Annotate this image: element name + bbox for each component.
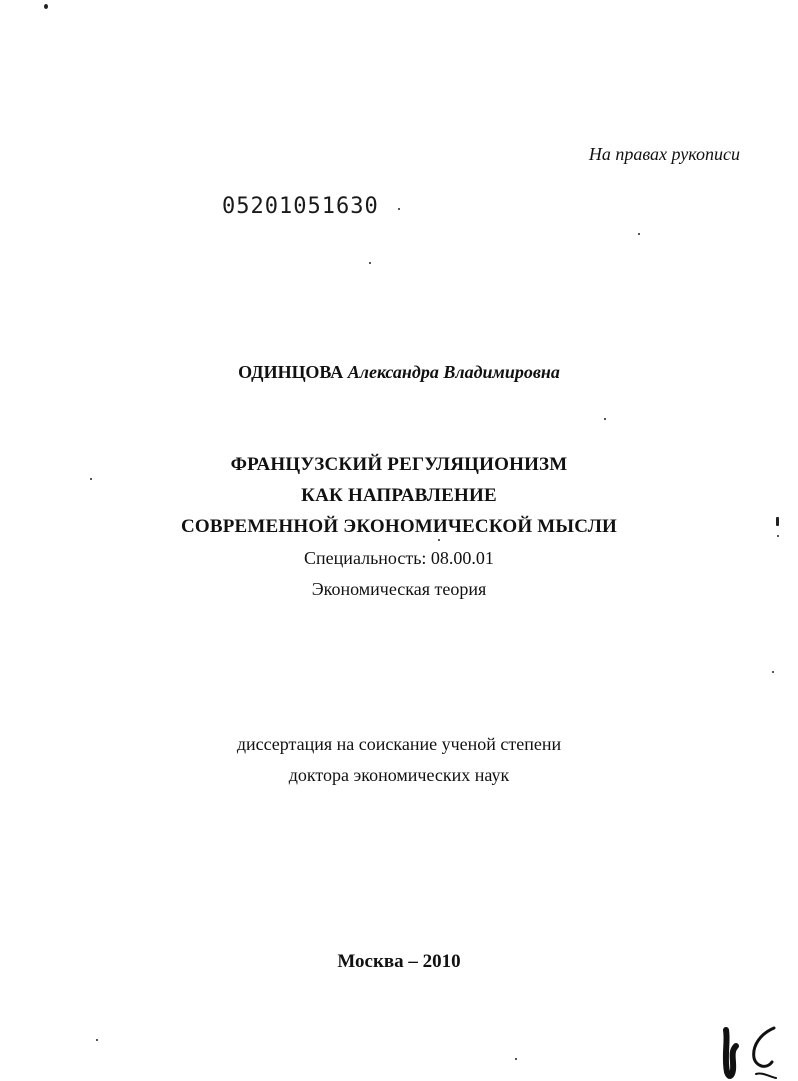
title-line-3: СОВРЕМЕННОЙ ЭКОНОМИЧЕСКОЙ МЫСЛИ (180, 516, 618, 537)
title-line-2: КАК НАПРАВЛЕНИЕ (301, 485, 497, 506)
scan-speck (776, 517, 779, 526)
scan-speck (638, 233, 640, 235)
scan-speck (398, 208, 400, 210)
scan-speck (369, 262, 371, 264)
scan-speck (604, 418, 606, 420)
scan-speck (772, 671, 774, 673)
scan-speck (96, 1039, 98, 1041)
manuscript-note: На правах рукописи (588, 144, 740, 164)
scan-speck (515, 1058, 517, 1060)
title-line-1: ФРАНЦУЗСКИЙ РЕГУЛЯЦИОНИЗМ (230, 454, 568, 475)
archive-number: 05201051630 (222, 194, 379, 219)
scan-speck (438, 539, 440, 541)
scan-speck (90, 478, 92, 480)
signature-mark (716, 1022, 786, 1081)
degree-line-1: диссертация на соискание ученой степени (236, 734, 562, 754)
scan-speck (44, 4, 48, 9)
author-name (0, 362, 798, 383)
specialty-name: Экономическая теория (311, 579, 487, 599)
place-and-year: Москва – 2010 (337, 951, 461, 972)
author-surname: ОДИНЦОВА (238, 362, 344, 382)
author-given-names: Александра Владимировна (347, 362, 560, 382)
degree-line-2: доктора экономических наук (288, 765, 510, 785)
specialty-code: Специальность: 08.00.01 (304, 548, 494, 568)
scan-speck (777, 535, 779, 537)
